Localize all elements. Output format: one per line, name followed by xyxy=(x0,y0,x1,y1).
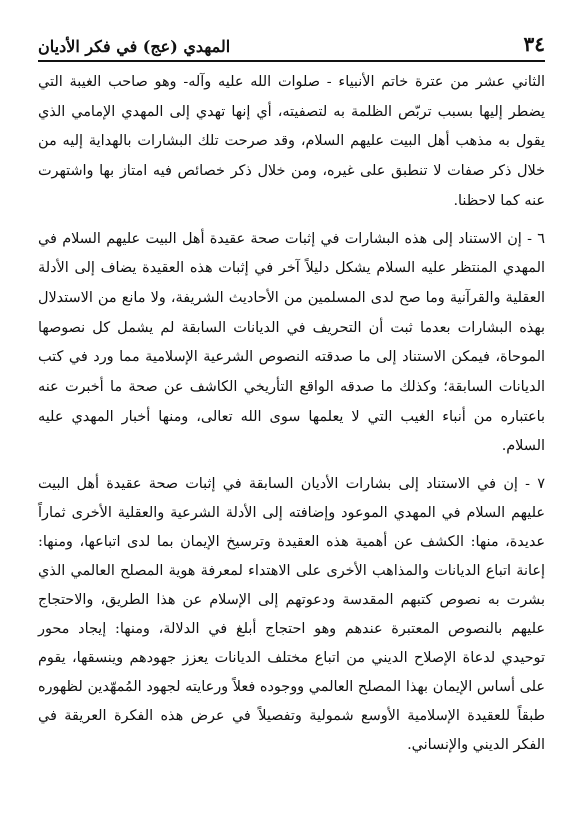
running-header xyxy=(38,28,545,56)
running-title: المهدي (عج) في فكر الأديان xyxy=(38,37,231,56)
paragraph-point-6: ٦ - إن الاستناد إلى هذه البشارات في إثبات صحة عقيدة أهل البيت عليهم السلام في المهدي المنتظر عليه السلام يشكل دليلاً آخر في إثبات هذه العقيدة يضاف إلى الأدلة العقلية والقرآنية وما صح لدى المسلمين من الأحاديث الشريفة، ولا مانع من الاستدلال بهذه البشارات بعدما ثبت أن التحريف في الديانات السابقة لم يشمل كل نصوصها الموحاة، فيمكن الاستناد إلى ما صدقته النصوص الشرعية الإسلامية مما ورد في كتب الديانات السابقة؛ وكذلك ما صدقه الواقع التأريخي الكاشف عن صحة ما أخبرت عنه باعتباره من أنباء الغيب التي لا يعلمها سوى الله تعالى، ومنها أخبار المهدي عليه السلام. xyxy=(38,230,545,455)
page-number: ٣٤ xyxy=(523,32,545,56)
body-text xyxy=(38,68,545,760)
header-rule xyxy=(38,60,545,62)
paragraph-point-7: ٧ - إن في الاستناد إلى بشارات الأديان السابقة في إثبات صحة عقيدة أهل البيت عليهم السلام في المهدي الموعود وإضافته إلى الأدلة الشرعية والعقلية الأخرى ثماراً عديدة، منها: الكشف عن أهمية هذه العقيدة وترسيخ الإيمان بما لدى اتباعها، ومنها: إعانة اتباع الديانات والمذاهب الأخرى على الاهتداء لمعرفة هوية المصلح العالمي الذي بشرت به نصوص كتبهم المقدسة ودعوتهم إلى الإسلام عن هذا الطريق، والاحتجاج عليهم بالنصوص المعتبرة عندهم وهو احتجاج أبلغ في الدلالة، ومنها: إيجاد محور توحيدي لدعاة الإصلاح الديني من اتباع مختلف الديانات يعزز جهودهم وينسقها، يقوم على أساس الإيمان بهذا المصلح العالمي ووجوده فعلاً ورعايته لجهود المُمهّدين لظهوره طبقاً للعقيدة الإسلامية الأوسع شمولية وتفصيلاً في عرض هذه الفكرة العريقة في الفكر الديني والإنساني. xyxy=(38,476,545,754)
paragraph-continuation: الثاني عشر من عترة خاتم الأنبياء - صلوات الله عليه وآله- وهو صاحب الغيبة التي يضطر إليها بسبب تربّص الظلمة به لتصفيته، أي إنها تهدي إلى المهدي الإمامي الذي يقول به مذهب أهل البيت عليهم السلام، وقد صرحت تلك البشارات بالهداية إليه من خلال ذكر صفات لا تنطبق على غيره، ومن خلال ذكر خصائص فيه امتاز بها واشتهرت عنه كما لاحظنا. xyxy=(38,74,545,209)
